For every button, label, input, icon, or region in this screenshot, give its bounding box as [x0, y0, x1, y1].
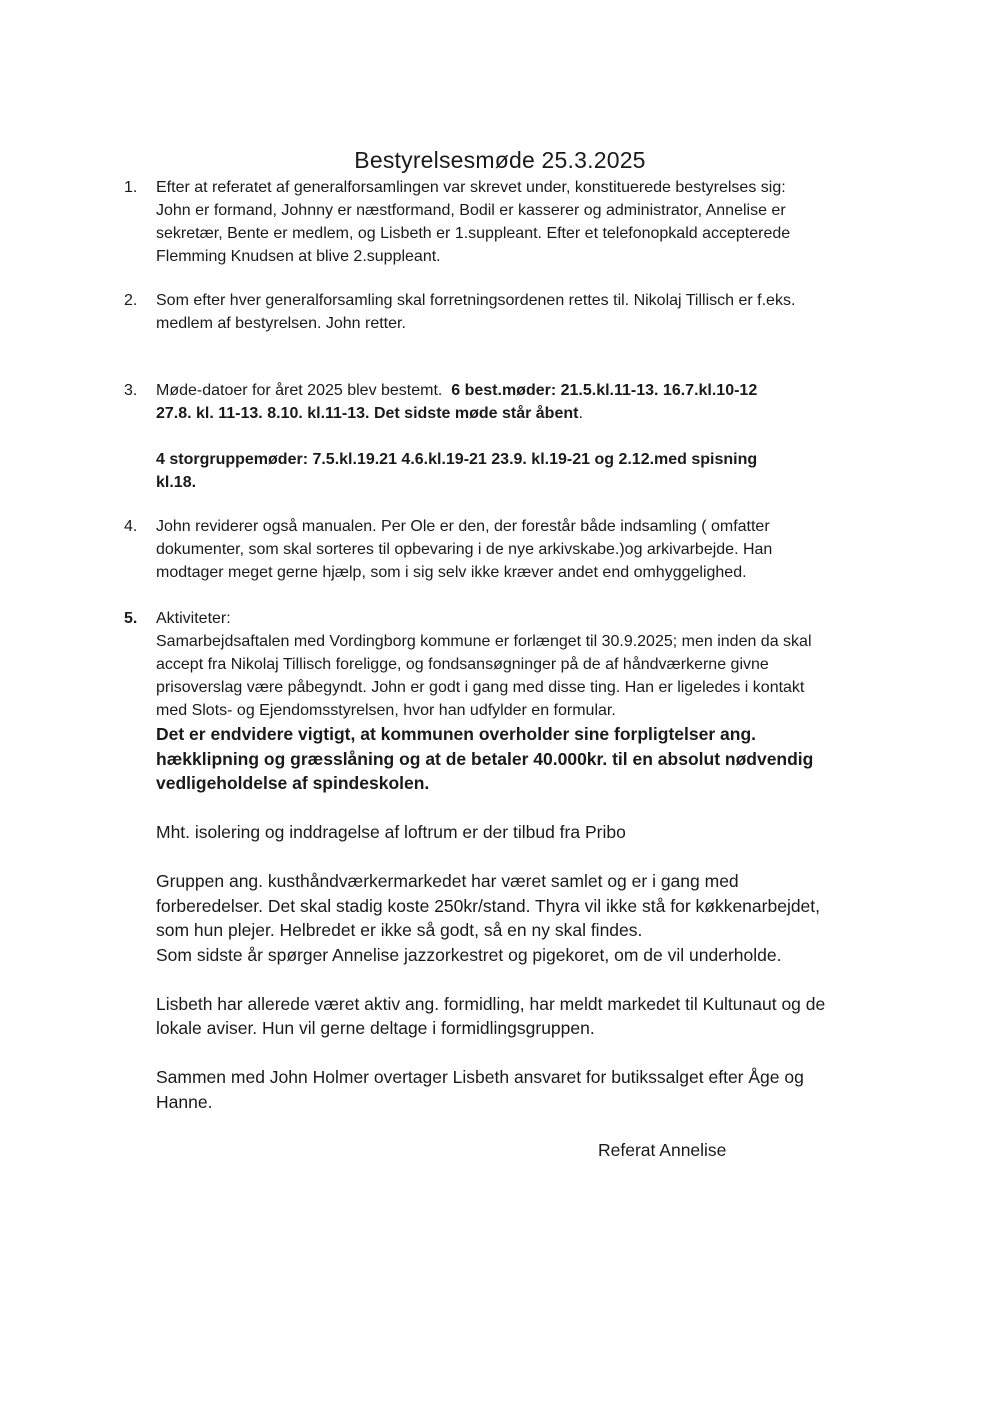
item-line: John er formand, Johnny er næstformand, Bodil er kasserer og administrator, Annelise er	[156, 202, 786, 219]
isolering-note: Mht. isolering og inddragelse af loftrum er der tilbud fra Pribo	[156, 822, 626, 842]
item-line	[156, 379, 906, 402]
item-number: 2.	[124, 292, 138, 309]
market-group-line: Gruppen ang. kusthåndværkermarkedet har været samlet og er i gang med	[156, 871, 739, 891]
lisbeth-line: Lisbeth har allerede været aktiv ang. formidling, har meldt markedet til Kultunaut og de	[156, 993, 826, 1014]
item-line: Samarbejdsaftalen med Vordingborg kommune er forlænget til 30.9.2025; men inden da skal	[156, 633, 812, 650]
item-body	[156, 515, 906, 584]
storgruppe-dates: kl.18.	[156, 474, 197, 491]
important-note: Det er endvidere vigtigt, at kommunen overholder sine forpligtelser ang.	[156, 724, 756, 744]
lisbeth-line: lokale aviser. Hun vil gerne deltage i formidlingsgruppen.	[156, 1018, 595, 1038]
item-line: accept fra Nikolaj Tillisch foreligge, og fondsansøgninger på de af håndværkerne givne	[156, 656, 769, 673]
item-body	[156, 176, 906, 268]
important-note: hækklipning og græsslåning og at de betaler 40.000kr. til en absolut nødvendig	[156, 748, 814, 769]
market-group-line: forberedelser. Det skal stadig koste 250kr/stand. Thyra vil ikke stå for køkkenarbejdet,	[156, 895, 821, 916]
document-title: Bestyrelsesmøde 25.3.2025	[354, 147, 646, 173]
item-line: Flemming Knudsen at blive 2.suppleant.	[156, 248, 441, 265]
board-meetings-dates-cont: 27.8. kl. 11-13. 8.10. kl.11-13. Det sidste møde står åbent	[156, 405, 579, 422]
shop-sales-line: Hanne.	[156, 1091, 213, 1112]
market-group-line: Som sidste år spørger Annelise jazzorkestret og pigekoret, om de vil underholde.	[156, 944, 782, 965]
item-line: prisoverslag være påbegyndt. John er godt i gang med disse ting. Han er ligeledes i kontakt	[156, 679, 805, 696]
item-body	[156, 289, 906, 335]
important-note: vedligeholdelse af spindeskolen.	[156, 773, 430, 793]
market-group-line: som hun plejer. Helbredet er ikke så godt, så en ny skal findes.	[156, 920, 643, 940]
activities-heading: Aktiviteter:	[156, 610, 231, 627]
item-line: medlem af bestyrelsen. John retter.	[156, 315, 406, 332]
item-line: Efter at referatet af generalforsamlingen var skrevet under, konstituerede bestyrelses sig:	[156, 179, 786, 196]
item-line: modtager meget gerne hjælp, som i sig selv ikke kræver andet end omhyggelighed.	[156, 564, 747, 581]
item-number: 1.	[124, 179, 138, 196]
signature: Referat Annelise	[598, 1140, 727, 1160]
period: .	[578, 405, 583, 422]
item-body	[156, 607, 906, 1114]
item-line	[156, 402, 906, 425]
item-line: John reviderer også manualen. Per Ole er den, der forestår både indsamling ( omfatter	[156, 518, 770, 535]
item-number: 3.	[124, 382, 138, 399]
item-line: med Slots- og Ejendomsstyrelsen, hvor han udfylder en formular.	[156, 702, 616, 719]
meeting-dates-intro: Møde-datoer for året 2025 blev bestemt.	[156, 382, 443, 399]
shop-sales-line: Sammen med John Holmer overtager Lisbeth ansvaret for butikssalget efter Åge og	[156, 1067, 804, 1087]
item-line: dokumenter, som skal sorteres til opbevaring i de nye arkivskabe.)og arkivarbejde. Han	[156, 541, 773, 558]
item-number: 4.	[124, 518, 138, 535]
item-line: sekretær, Bente er medlem, og Lisbeth er 1.suppleant. Efter et telefonopkald accepterede	[156, 225, 791, 242]
board-meetings-dates: 6 best.møder: 21.5.kl.11-13. 16.7.kl.10-12	[451, 382, 758, 399]
storgruppe-dates: 4 storgruppemøder: 7.5.kl.19.21 4.6.kl.19-21 23.9. kl.19-21 og 2.12.med spisning	[156, 451, 758, 468]
item-line: Som efter hver generalforsamling skal forretningsordenen rettes til. Nikolaj Tillisch er f.eks.	[156, 292, 796, 309]
item-number: 5.	[124, 610, 138, 627]
item-body	[156, 379, 906, 494]
